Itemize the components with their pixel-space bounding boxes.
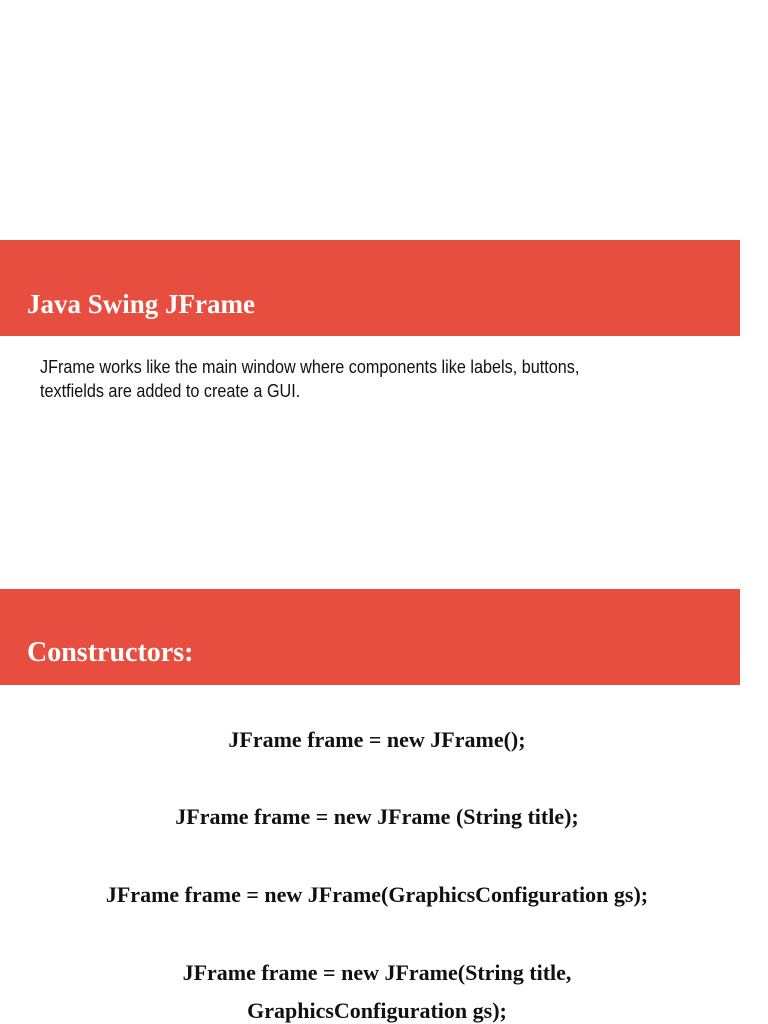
intro-line-2: textfields are added to create a GUI. xyxy=(40,381,301,401)
intro-paragraph xyxy=(40,355,706,403)
constructor-line: JFrame frame = new JFrame(String title, xyxy=(182,960,572,985)
section-title: Java Swing JFrame xyxy=(27,289,255,319)
constructor-line: JFrame frame = new JFrame (String title); xyxy=(175,804,579,829)
constructor-line-continued: GraphicsConfiguration gs); xyxy=(247,998,507,1023)
section-banner-java-swing-jframe xyxy=(0,240,740,336)
section-title: Constructors: xyxy=(27,637,194,668)
section-banner-constructors xyxy=(0,589,740,685)
intro-line-1: JFrame works like the main window where components like labels, buttons, xyxy=(40,357,580,377)
constructor-line: JFrame frame = new JFrame(GraphicsConfiguration gs); xyxy=(105,882,649,907)
constructor-line: JFrame frame = new JFrame(); xyxy=(228,727,526,752)
